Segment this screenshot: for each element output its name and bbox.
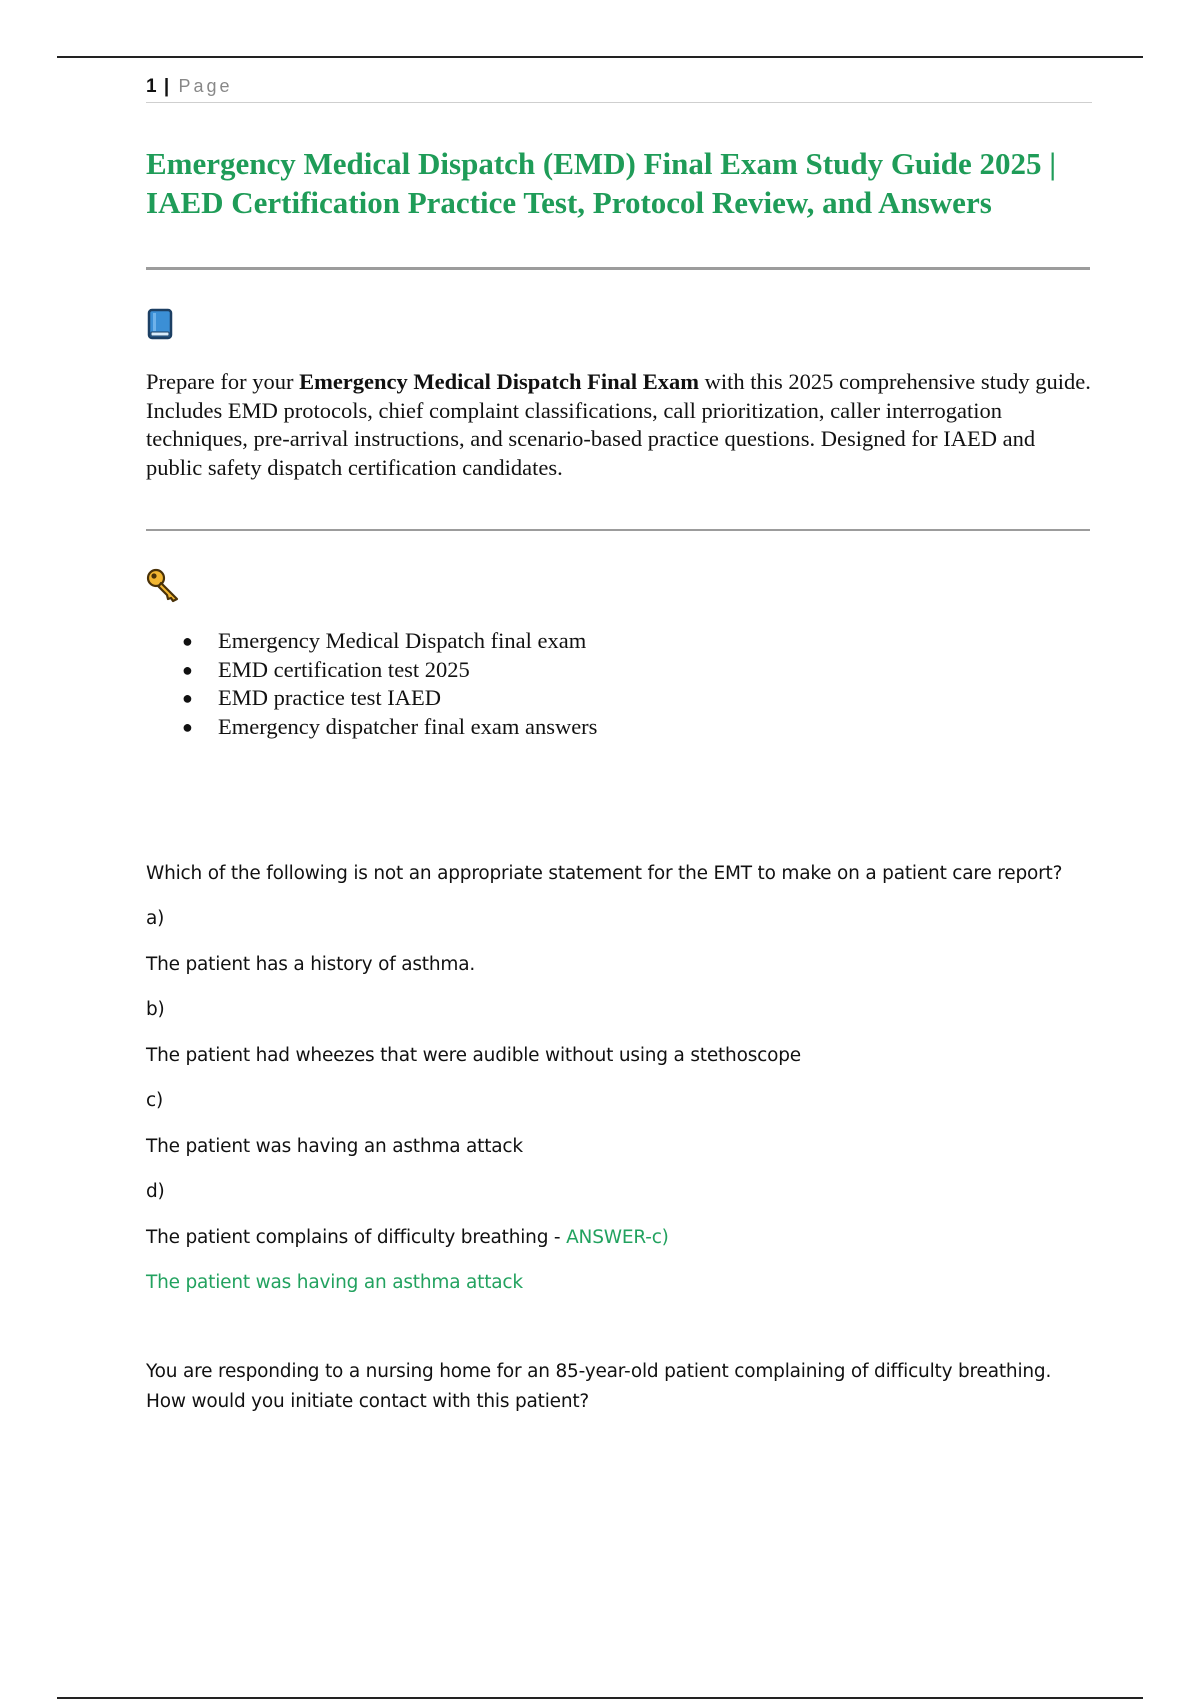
option-c-label: c) (146, 1090, 163, 1111)
bullet-icon: ● (182, 716, 193, 737)
option-d-line (146, 1223, 1096, 1253)
option-a-text: The patient has a history of asthma. (146, 954, 476, 975)
bullet-icon: ● (182, 659, 193, 680)
keyword-item (146, 713, 1046, 742)
keyword-item (146, 627, 1046, 656)
divider-1 (146, 267, 1090, 270)
intro-paragraph (146, 368, 1096, 482)
intro-bold: Emergency Medical Dispatch Final Exam (299, 369, 700, 394)
book-icon (147, 308, 173, 340)
keyword-item (146, 656, 1046, 685)
top-border-line (57, 56, 1143, 58)
answer-text: The patient was having an asthma attack (146, 1272, 523, 1293)
keyword-item (146, 684, 1046, 713)
option-b-label: b) (146, 999, 165, 1020)
keywords-list (146, 627, 1046, 741)
option-d-label: d) (146, 1181, 165, 1202)
keyword-text: EMD certification test 2025 (218, 656, 470, 682)
question-1-text: Which of the following is not an appropriate statement for the EMT to make on a patient care report? (146, 863, 1063, 884)
bullet-icon: ● (182, 688, 193, 708)
page-header (146, 72, 1092, 103)
document-title: Emergency Medical Dispatch (EMD) Final Exam Study Guide 2025 | IAED Certification Practice Test, Protocol Review, and Answers (146, 146, 1057, 220)
divider-2 (146, 529, 1090, 531)
keyword-text: Emergency Medical Dispatch final exam (218, 628, 587, 653)
option-c-text: The patient was having an asthma attack (146, 1136, 523, 1157)
key-icon (146, 568, 182, 604)
keyword-text: Emergency dispatcher final exam answers (218, 713, 598, 739)
option-a-label: a) (146, 908, 165, 929)
page-separator: | (163, 76, 170, 97)
keyword-text: EMD practice test IAED (218, 685, 442, 710)
intro-lead: Prepare for your (146, 369, 300, 394)
page-number: 1 (146, 76, 157, 97)
bottom-border-line (57, 1697, 1143, 1699)
option-b-text: The patient had wheezes that were audible without using a stethoscope (146, 1045, 801, 1066)
intro-rest: with this 2025 comprehensive study guide. Includes EMD protocols, chief complaint classifications, call prioritization, caller interrogation techniques, pre-arrival instructions, and scenario-based practice questions. Designed for IAED and public safety dispatch certification candidates. (146, 369, 1091, 480)
option-d-text: The patient complains of difficulty breathing - (146, 1227, 567, 1248)
question-2-text: You are responding to a nursing home for an 85-year-old patient complaining of difficulty breathing. How would you initiate contact with this patient? (146, 1361, 1052, 1412)
page-label: Page (178, 76, 233, 96)
answer-label: ANSWER-c) (566, 1227, 669, 1248)
bullet-icon: ● (182, 631, 193, 651)
